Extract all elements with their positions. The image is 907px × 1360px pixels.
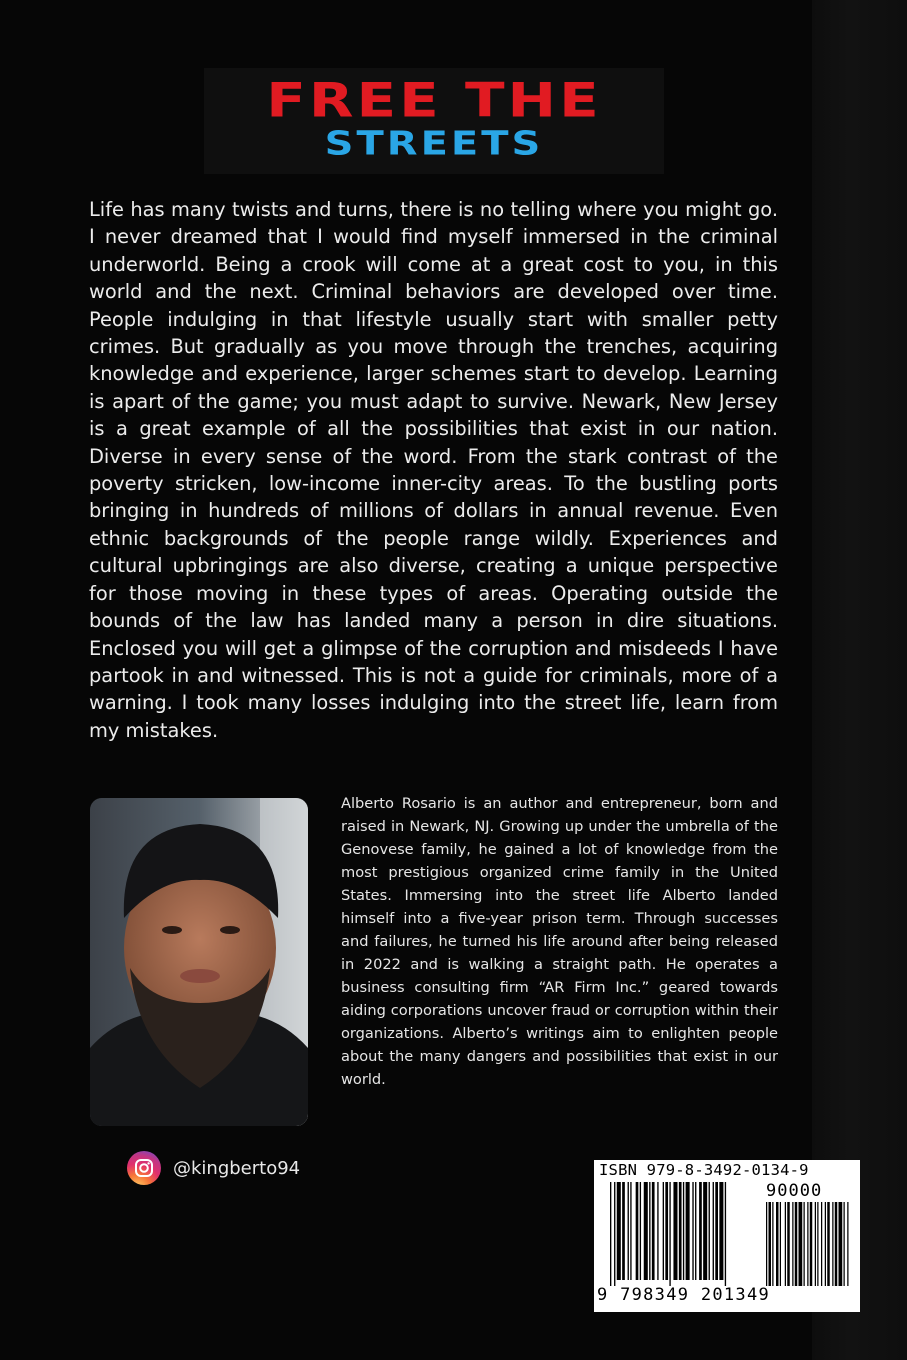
price-code: 90000 [766, 1181, 823, 1201]
title-line-2: STREETS [324, 125, 544, 163]
instagram-handle: @kingberto94 [173, 1157, 301, 1179]
title-line-1: FREE THE [266, 72, 602, 129]
isbn-text: ISBN 979-8-3492-0134-9 [599, 1161, 809, 1179]
author-photo-icon [90, 798, 308, 1126]
author-bio: Alberto Rosario is an author and entrepreneur, born and raised in Newark, NJ. Growing up under the umbrella of the Genovese family, he gained a lot of knowledge from the most prestigious organized crime family in the United States. Immersing into the street life Alberto landed himself into a five-year prison term. Through successes and failures, he turned his life around after being released in 2022 and is walking a straight path. He operates a business consulting firm “AR Firm Inc.” geared towards aiding corporations uncover fraud or corruption within their organizations. Alberto’s writings aim to enlighten people about the many dangers and possibilities that exist in our world. [341, 795, 778, 1088]
isbn-barcode [594, 1160, 860, 1312]
title-logo [204, 68, 664, 174]
book-spine-edge [812, 0, 907, 1360]
instagram-link[interactable] [127, 1151, 300, 1185]
barcode-bars [610, 1182, 850, 1286]
back-cover-blurb: Life has many twists and turns, there is no telling where you might go. I never dreamed that I would find myself immersed in the criminal underworld. Being a crook will come at a great cost to you, in this world and the next. Criminal behaviors are developed over time. People indulging in that lifestyle usually start with smaller petty crimes. But gradually as you move through the trenches, acquiring knowledge and experience, larger schemes start to develop. Learning is apart of the game; you must adapt to survive. Newark, New Jersey is a great example of all the possibilities that exist in our nation. Diverse in every sense of the word. From the stark contrast of the poverty stricken, low-income inner-city areas. To the bustling ports bringing in hundreds of millions of dollars in annual revenue. Even ethnic backgrounds of the people range wildly. Experiences and cultural upbringings are also diverse, creating a unique perspective for those moving in these types of areas. Operating outside the bounds of the law has landed many a person in dire situations. Enclosed you will get a glimpse of the corruption and misdeeds I have partook in and witnessed. This is not a guide for criminals, more of a warning. I took many losses indulging into the street life, learn from my mistakes. [89, 198, 778, 742]
ean-digits: 9 798349 201349 [597, 1285, 771, 1305]
author-photo [90, 798, 308, 1126]
instagram-icon [127, 1151, 161, 1185]
